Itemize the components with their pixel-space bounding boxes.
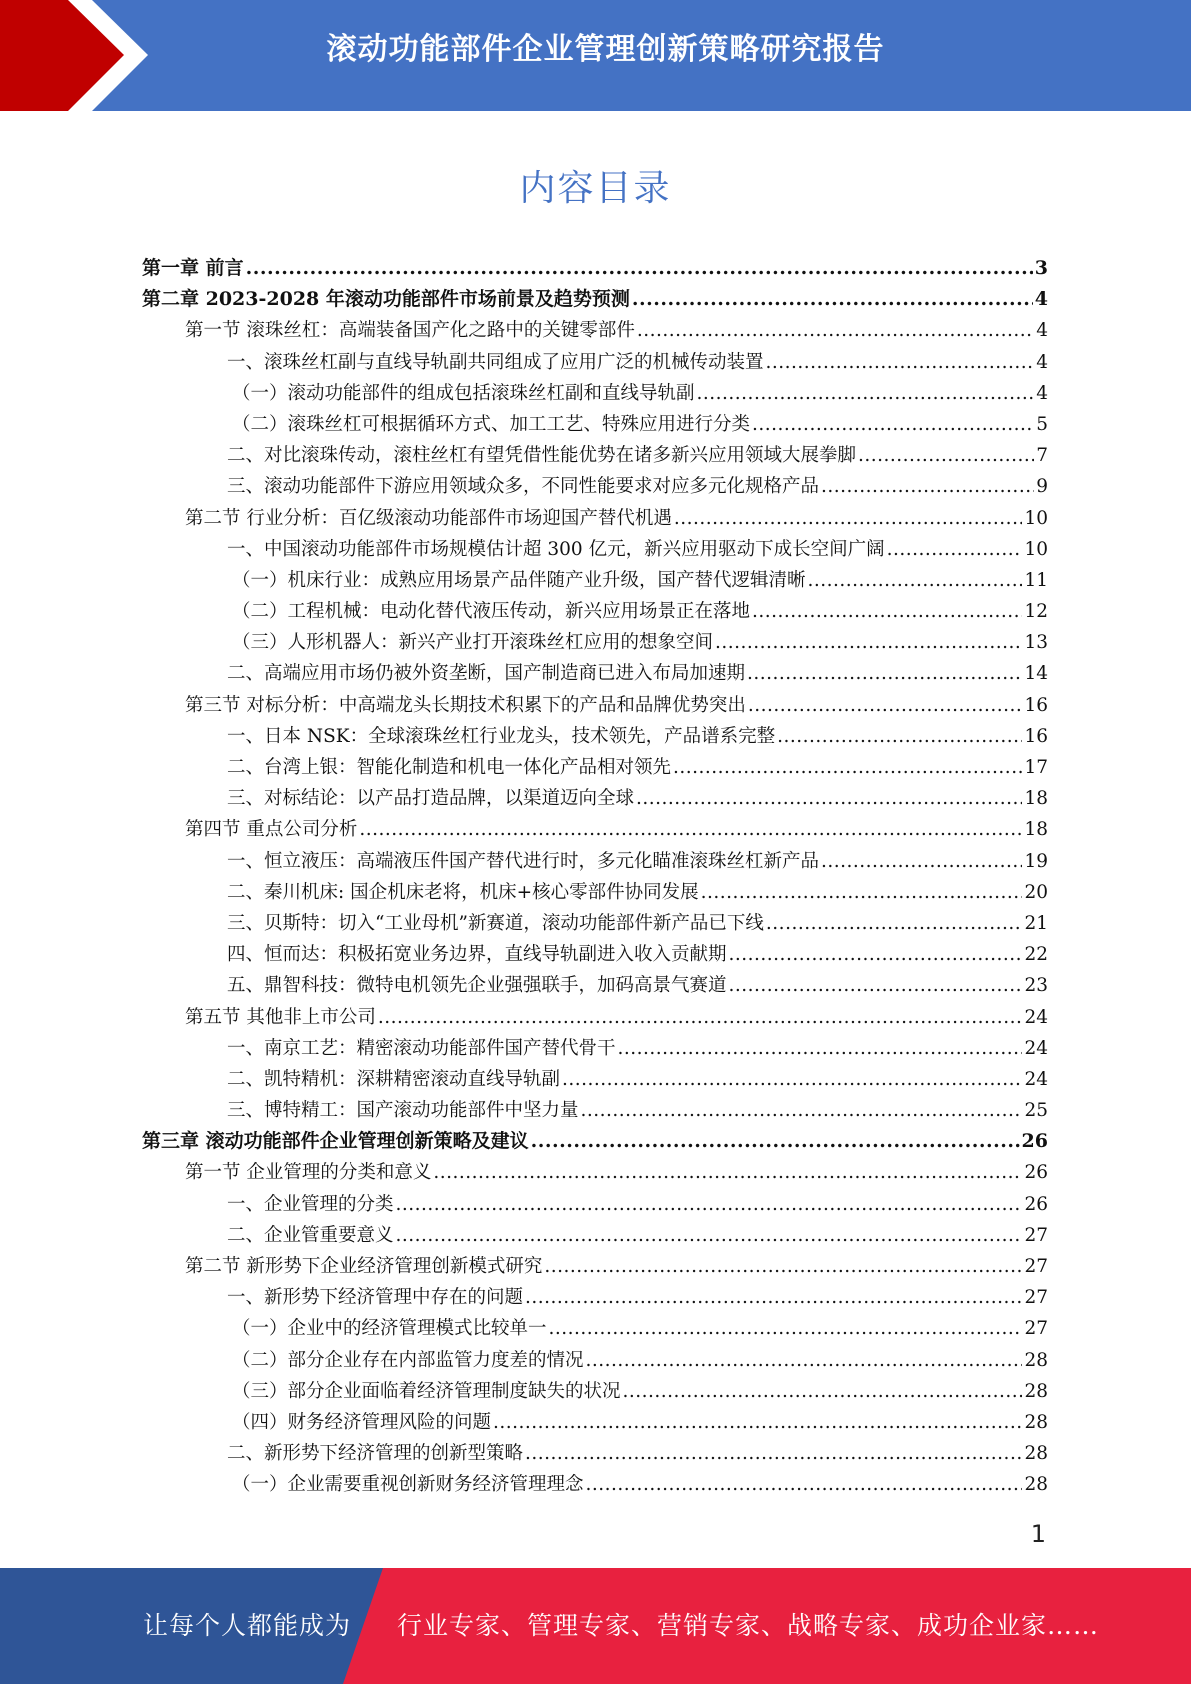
toc-entry[interactable] — [142, 503, 1048, 534]
toc-entry-page: 10 — [1024, 507, 1048, 529]
toc-leader-dots — [359, 814, 1022, 845]
toc-entry-title: 一、中国滚动功能部件市场规模估计超 300 亿元，新兴应用驱动下成长空间广阔 — [227, 538, 885, 560]
toc-entry[interactable] — [142, 814, 1048, 845]
toc-entry-title: （二）工程机械：电动化替代液压传动，新兴应用场景正在落地 — [232, 601, 751, 623]
toc-entry[interactable] — [142, 627, 1048, 658]
toc-entry[interactable] — [142, 596, 1048, 627]
toc-entry[interactable] — [142, 690, 1048, 721]
toc-entry[interactable] — [142, 1126, 1048, 1157]
toc-entry[interactable] — [142, 471, 1048, 502]
toc-leader-dots — [747, 658, 1022, 689]
toc-entry[interactable] — [142, 1189, 1048, 1220]
toc-entry-page: 19 — [1024, 850, 1048, 872]
toc-entry[interactable] — [142, 378, 1048, 409]
toc-entry-title: （三）人形机器人：新兴产业打开滚珠丝杠应用的想象空间 — [232, 632, 714, 654]
toc-entry-page: 13 — [1024, 632, 1048, 654]
toc-entry-page: 26 — [1024, 1193, 1048, 1215]
toc-entry-page: 28 — [1024, 1411, 1048, 1433]
toc-entry-page: 28 — [1024, 1380, 1048, 1402]
toc-leader-dots — [697, 378, 1035, 409]
toc-leader-dots — [715, 627, 1022, 658]
toc-entry[interactable] — [142, 1313, 1048, 1344]
toc-leader-dots — [531, 1126, 1020, 1157]
toc-entry-page: 23 — [1024, 975, 1048, 997]
toc-entry-page: 4 — [1034, 288, 1048, 311]
toc-entry-title: 第一节 滚珠丝杠：高端装备国产化之路中的关键零部件 — [185, 320, 635, 342]
toc-entry-page: 22 — [1024, 944, 1048, 966]
toc-leader-dots — [752, 596, 1022, 627]
toc-entry-title: 五、鼎智科技：微特电机领先企业强强联手，加码高景气赛道 — [227, 975, 727, 997]
toc-entry-title: 一、新形势下经济管理中存在的问题 — [227, 1287, 524, 1309]
toc-entry-page: 27 — [1024, 1318, 1048, 1340]
toc-entry-title: 一、恒立液压：高端液压件国产替代进行时，多元化瞄准滚珠丝杠新产品 — [227, 850, 820, 872]
toc-entry-page: 14 — [1024, 663, 1048, 685]
toc-entry[interactable] — [142, 1438, 1048, 1469]
toc-entry-page: 20 — [1024, 881, 1048, 903]
header-title: 滚动功能部件企业管理创新策略研究报告 — [326, 32, 885, 67]
toc-entry-page: 7 — [1036, 445, 1048, 467]
toc-entry-page: 27 — [1024, 1287, 1048, 1309]
toc-entry[interactable] — [142, 409, 1048, 440]
toc-entry-title: 一、滚珠丝杠副与直线导轨副共同组成了应用广泛的机械传动装置 — [227, 351, 764, 373]
toc-leader-dots — [549, 1313, 1023, 1344]
toc-entry-page: 26 — [1021, 1130, 1048, 1153]
toc-entry[interactable] — [142, 1220, 1048, 1251]
toc-leader-dots — [858, 440, 1034, 471]
toc-leader-dots — [729, 939, 1023, 970]
toc-entry-title: 第一节 企业管理的分类和意义 — [185, 1162, 432, 1184]
footer-slogan-left: 让每个人都能成为 — [143, 1611, 352, 1640]
toc-entry-page: 24 — [1024, 1006, 1048, 1028]
toc-leader-dots — [632, 284, 1033, 315]
toc-entry-title: 第三章 滚动功能部件企业管理创新策略及建议 — [142, 1130, 529, 1153]
toc-entry-page: 27 — [1024, 1256, 1048, 1277]
toc-entry-page: 21 — [1024, 912, 1048, 934]
toc-entry-page: 28 — [1024, 1443, 1048, 1465]
toc-entry-title: 一、企业管理的分类 — [227, 1193, 394, 1215]
toc-entry-page: 25 — [1024, 1100, 1048, 1122]
table-of-contents — [142, 253, 1048, 1501]
toc-entry[interactable] — [142, 658, 1048, 689]
toc-leader-dots — [673, 752, 1022, 783]
toc-leader-dots — [766, 347, 1035, 378]
toc-entry-page: 16 — [1024, 694, 1048, 716]
toc-entry-page: 27 — [1024, 1224, 1048, 1246]
toc-entry-page: 28 — [1024, 1349, 1048, 1371]
toc-entry[interactable] — [142, 846, 1048, 877]
toc-leader-dots — [562, 1064, 1022, 1095]
toc-entry[interactable] — [142, 1033, 1048, 1064]
toc-entry[interactable] — [142, 1345, 1048, 1376]
toc-entry[interactable] — [142, 908, 1048, 939]
toc-entry-title: 二、对比滚珠传动，滚柱丝杠有望凭借性能优势在诸多新兴应用领域大展拳脚 — [227, 445, 857, 467]
toc-entry[interactable] — [142, 1002, 1048, 1033]
toc-entry-page: 24 — [1024, 1037, 1048, 1059]
toc-entry-title: （二）滚珠丝杠可根据循环方式、加工工艺、特殊应用进行分类 — [232, 413, 751, 435]
toc-entry-title: 二、台湾上银：智能化制造和机电一体化产品相对领先 — [227, 757, 672, 778]
toc-entry-title: （一）企业需要重视创新财务经济管理理念 — [232, 1474, 584, 1496]
toc-entry-page: 18 — [1024, 788, 1048, 810]
toc-entry-title: （一）机床行业：成熟应用场景产品伴随产业升级，国产替代逻辑清晰 — [232, 569, 806, 591]
toc-leader-dots — [636, 783, 1022, 814]
toc-leader-dots — [752, 409, 1034, 440]
toc-leader-dots — [748, 690, 1023, 721]
toc-leader-dots — [729, 970, 1023, 1001]
toc-entry-title: （一）滚动功能部件的组成包括滚珠丝杠副和直线导轨副 — [232, 382, 695, 404]
toc-entry[interactable] — [142, 1282, 1048, 1313]
toc-entry-title: 三、博特精工：国产滚动功能部件中坚力量 — [227, 1100, 579, 1122]
toc-entry[interactable] — [142, 1157, 1048, 1188]
toc-entry-title: 第一章 前言 — [142, 257, 244, 279]
toc-leader-dots — [433, 1157, 1022, 1188]
toc-entry[interactable] — [142, 565, 1048, 596]
toc-leader-dots — [618, 1033, 1023, 1064]
toc-entry-title: 第二章 2023-2028 年滚动功能部件市场前景及趋势预测 — [142, 288, 630, 311]
toc-entry[interactable] — [142, 783, 1048, 814]
toc-entry-title: 第五节 其他非上市公司 — [185, 1006, 376, 1028]
toc-entry[interactable] — [142, 1407, 1048, 1438]
toc-leader-dots — [586, 1345, 1023, 1376]
toc-leader-dots — [674, 503, 1023, 534]
toc-entry[interactable] — [142, 1095, 1048, 1126]
toc-leader-dots — [586, 1469, 1023, 1500]
toc-entry-page: 18 — [1024, 819, 1048, 841]
toc-entry-title: 二、高端应用市场仍被外资垄断，国产制造商已进入布局加速期 — [227, 663, 746, 685]
toc-entry-page: 3 — [1034, 257, 1048, 279]
page-header — [0, 0, 1191, 111]
toc-leader-dots — [821, 846, 1022, 877]
toc-entry[interactable] — [142, 347, 1048, 378]
toc-entry-page: 24 — [1024, 1068, 1048, 1090]
toc-entry[interactable] — [142, 534, 1048, 565]
toc-leader-dots — [887, 534, 1023, 565]
toc-leader-dots — [581, 1095, 1023, 1126]
toc-entry-title: 第二节 行业分析：百亿级滚动功能部件市场迎国产替代机遇 — [185, 507, 672, 529]
toc-entry-title: （三）部分企业面临着经济管理制度缺失的状况 — [232, 1380, 621, 1402]
toc-entry-title: 二、凯特精机：深耕精密滚动直线导轨副 — [227, 1068, 561, 1090]
toc-entry-title: 第二节 新形势下企业经济管理创新模式研究 — [185, 1256, 543, 1277]
toc-entry[interactable] — [142, 752, 1048, 783]
toc-title: 内容目录 — [519, 168, 672, 209]
toc-entry-title: 二、新形势下经济管理的创新型策略 — [227, 1443, 524, 1465]
toc-leader-dots — [396, 1189, 1023, 1220]
toc-entry-title: 二、企业管重要意义 — [227, 1224, 394, 1246]
toc-entry-title: 三、对标结论：以产品打造品牌，以渠道迈向全球 — [227, 788, 635, 810]
toc-leader-dots — [701, 877, 1023, 908]
toc-entry-title: 一、日本 NSK：全球滚珠丝杠行业龙头，技术领先，产品谱系完整 — [227, 725, 776, 747]
toc-entry[interactable] — [142, 253, 1048, 284]
toc-leader-dots — [396, 1220, 1023, 1251]
toc-entry-page: 4 — [1036, 382, 1048, 404]
toc-entry-title: 一、南京工艺：精密滚动功能部件国产替代骨干 — [227, 1037, 616, 1059]
toc-entry-title: 三、贝斯特：切入“工业母机”新赛道，滚动功能部件新产品已下线 — [227, 912, 764, 934]
toc-leader-dots — [808, 565, 1023, 596]
toc-entry-title: 二、秦川机床: 国企机床老将，机床+核心零部件协同发展 — [227, 881, 699, 903]
toc-entry[interactable] — [142, 1064, 1048, 1095]
toc-entry-page: 12 — [1024, 601, 1048, 623]
toc-entry-title: （二）部分企业存在内部监管力度差的情况 — [232, 1349, 584, 1371]
toc-entry[interactable] — [142, 315, 1048, 346]
toc-leader-dots — [637, 315, 1034, 346]
toc-entry-title: 三、滚动功能部件下游应用领域众多，不同性能要求对应多元化规格产品 — [227, 476, 820, 498]
page-footer — [0, 1568, 1191, 1684]
toc-leader-dots — [525, 1438, 1022, 1469]
toc-entry[interactable] — [142, 284, 1048, 315]
toc-entry-page: 26 — [1024, 1162, 1048, 1184]
toc-entry[interactable] — [142, 1469, 1048, 1500]
toc-entry[interactable] — [142, 721, 1048, 752]
toc-entry-page: 11 — [1024, 569, 1048, 591]
page-number: 1 — [1030, 1520, 1046, 1548]
toc-entry-title: （一）企业中的经济管理模式比较单一 — [232, 1318, 547, 1340]
toc-entry-page: 4 — [1036, 351, 1048, 373]
toc-entry-page: 10 — [1024, 538, 1048, 560]
toc-leader-dots — [493, 1407, 1022, 1438]
toc-entry[interactable] — [142, 1251, 1048, 1282]
toc-leader-dots — [777, 721, 1022, 752]
toc-entry-page: 5 — [1036, 413, 1048, 435]
toc-entry[interactable] — [142, 440, 1048, 471]
toc-entry[interactable] — [142, 1376, 1048, 1407]
toc-leader-dots — [378, 1002, 1023, 1033]
toc-entry-page: 4 — [1036, 320, 1048, 342]
toc-entry-title: 四、恒而达：积极拓宽业务边界，直线导轨副进入收入贡献期 — [227, 944, 727, 966]
toc-leader-dots — [766, 908, 1023, 939]
toc-entry-page: 9 — [1036, 476, 1048, 498]
toc-leader-dots — [821, 471, 1034, 502]
toc-leader-dots — [246, 253, 1033, 284]
toc-entry-page: 17 — [1024, 757, 1048, 778]
toc-entry-title: 第四节 重点公司分析 — [185, 819, 358, 841]
toc-entry[interactable] — [142, 877, 1048, 908]
toc-entry[interactable] — [142, 939, 1048, 970]
footer-slogan-right: 行业专家、管理专家、营销专家、战略专家、成功企业家…… — [397, 1611, 1100, 1640]
toc-entry-page: 16 — [1024, 725, 1048, 747]
toc-entry-page: 28 — [1024, 1474, 1048, 1496]
toc-leader-dots — [544, 1251, 1022, 1282]
toc-entry-title: （四）财务经济管理风险的问题 — [232, 1411, 492, 1433]
toc-leader-dots — [525, 1282, 1022, 1313]
toc-leader-dots — [623, 1376, 1023, 1407]
toc-entry[interactable] — [142, 970, 1048, 1001]
toc-entry-title: 第三节 对标分析：中高端龙头长期技术积累下的产品和品牌优势突出 — [185, 694, 746, 716]
